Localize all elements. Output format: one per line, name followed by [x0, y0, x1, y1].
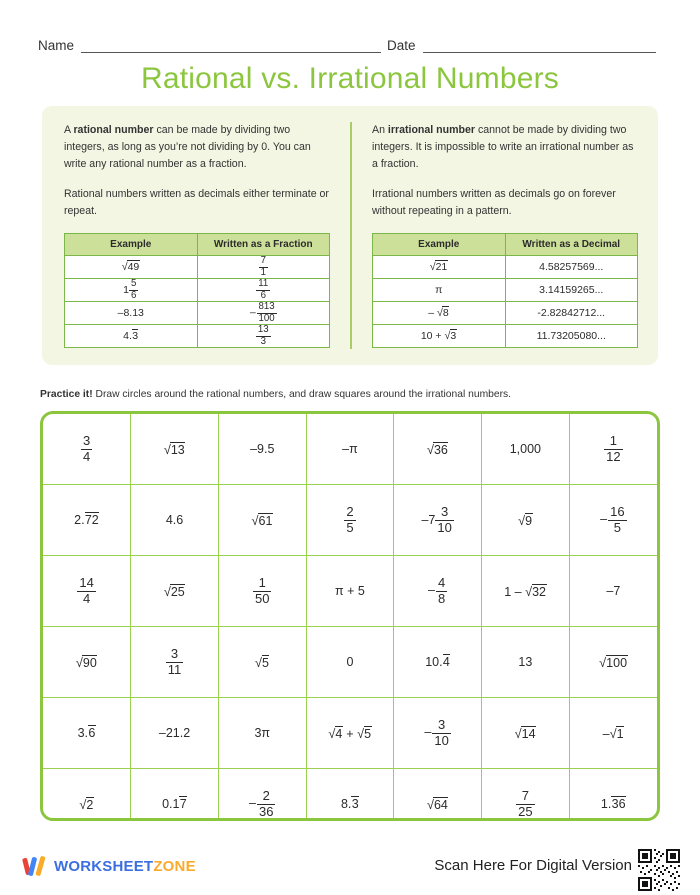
- table-row: [373, 325, 638, 348]
- square-root: √49: [121, 261, 140, 273]
- fraction-denominator: 4: [77, 591, 95, 606]
- radicand: 14: [521, 726, 536, 741]
- fraction: [253, 576, 271, 605]
- radicand: 32: [532, 584, 546, 599]
- practice-grid-cell[interactable]: [306, 485, 394, 556]
- irrational-col-header-decimal: Written as a Decimal: [505, 234, 638, 256]
- fraction-numerator: 2: [262, 788, 270, 804]
- example-cell: 10 + √3: [373, 325, 506, 348]
- radicand: 5: [364, 726, 372, 741]
- fraction-numerator: 7: [260, 255, 266, 267]
- table-row: [65, 325, 330, 348]
- date-label: Date: [387, 38, 416, 53]
- repetend: 3: [351, 797, 359, 811]
- decimal-cell: -2.82842712...: [505, 302, 638, 325]
- radicand: 49: [127, 261, 140, 273]
- practice-grid-cell[interactable]: – $\frac{16}{5}$: [569, 485, 657, 556]
- fraction-denominator: 12: [606, 448, 621, 464]
- name-label: Name: [38, 38, 75, 53]
- fraction-denominator: 5: [346, 519, 354, 535]
- fraction-numerator: 3: [170, 646, 179, 662]
- practice-grid-row: [43, 556, 657, 627]
- practice-grid-cell[interactable]: – $\frac{4}{8}$: [394, 556, 482, 627]
- practice-grid-cell[interactable]: –7: [569, 556, 657, 627]
- practice-grid-cell[interactable]: –π: [306, 414, 394, 485]
- practice-grid-cell[interactable]: 13: [482, 627, 570, 698]
- repeating-decimal: 4.3: [123, 330, 139, 342]
- table-row: [65, 279, 330, 302]
- practice-grid-table: [43, 414, 657, 821]
- fraction-numerator: 3: [438, 717, 446, 733]
- fraction: [257, 302, 277, 324]
- fraction: [435, 505, 453, 534]
- fraction-numerator: 4: [438, 575, 446, 591]
- practice-grid-cell[interactable]: π + 5: [306, 556, 394, 627]
- rational-col-header-example: Example: [65, 234, 198, 256]
- square-root: √36: [426, 441, 448, 457]
- example-cell: [373, 256, 506, 279]
- practice-instruction-bold: Practice it!: [40, 389, 93, 400]
- table-row: [65, 302, 330, 325]
- rational-examples-body: [65, 256, 330, 348]
- rational-examples-table: [64, 233, 330, 348]
- practice-grid-row: [43, 769, 657, 822]
- fraction-cell: [197, 325, 330, 348]
- fraction-denominator: 3: [256, 336, 271, 347]
- fraction: [77, 576, 95, 605]
- rational-def-bold: rational number: [73, 124, 154, 136]
- square-root: √4: [328, 725, 343, 741]
- repeating-decimal: 3.6: [77, 726, 96, 740]
- example-cell: [65, 325, 198, 348]
- irrational-def-rest: cannot be made by dividing two integers. It is impossible to write an irrational number as a fraction.: [372, 124, 634, 170]
- practice-grid-cell[interactable]: [131, 769, 219, 822]
- practice-grid: [40, 411, 660, 821]
- fraction-denominator: 100: [258, 312, 275, 324]
- fraction: [257, 789, 275, 818]
- repeating-decimal: 8.3: [340, 797, 359, 811]
- radicand: 2: [86, 797, 94, 812]
- radicand: 61: [258, 513, 273, 528]
- logo-mark-icon: [22, 853, 48, 879]
- fraction-cell: [197, 256, 330, 279]
- fraction-numerator: 3: [440, 504, 449, 520]
- worksheet-zone-logo[interactable]: [22, 853, 196, 879]
- rational-column: [42, 106, 350, 365]
- rational-definition: [64, 122, 330, 173]
- practice-instruction-rest: Draw circles around the rational numbers, and draw squares around the irrational numbers.: [92, 389, 512, 400]
- radicand: 21: [435, 261, 448, 273]
- fraction-denominator: 6: [256, 290, 270, 301]
- radicand: 3: [450, 330, 457, 342]
- fraction-denominator: 5: [608, 520, 626, 535]
- practice-grid-cell[interactable]: √4 + √5: [306, 698, 394, 769]
- mixed-number: –7: [421, 513, 436, 527]
- radicand: 8: [442, 307, 449, 319]
- practice-grid-cell[interactable]: –9.5: [218, 414, 306, 485]
- practice-grid-cell[interactable]: 0: [306, 627, 394, 698]
- example-cell: [373, 302, 506, 325]
- name-write-line[interactable]: [81, 39, 381, 53]
- practice-grid-cell[interactable]: 1,000: [482, 414, 570, 485]
- practice-grid-cell[interactable]: [43, 414, 131, 485]
- practice-grid-cell[interactable]: [394, 627, 482, 698]
- irrational-column: [350, 106, 658, 365]
- practice-grid-cell[interactable]: [43, 698, 131, 769]
- practice-grid-cell[interactable]: [131, 414, 219, 485]
- table-row: [373, 256, 638, 279]
- fraction: [436, 576, 447, 605]
- square-root: 1 – √32: [504, 583, 546, 599]
- square-root: √25: [163, 583, 185, 599]
- fraction-denominator: 50: [255, 590, 270, 606]
- irrational-examples-table: [372, 233, 638, 348]
- fraction-cell: [197, 279, 330, 302]
- practice-grid-cell[interactable]: [306, 769, 394, 822]
- irrational-def-prefix: An: [372, 124, 388, 136]
- repetend: 72: [84, 513, 99, 527]
- rational-decimals-note: Rational numbers written as decimals either terminate or repeat.: [64, 188, 329, 217]
- square-root: √3: [444, 330, 457, 342]
- square-root: √2: [79, 796, 94, 812]
- practice-grid-cell[interactable]: [218, 627, 306, 698]
- fraction-numerator: 5: [130, 278, 137, 290]
- practice-grid-cell[interactable]: – $\frac{3}{10}$: [394, 698, 482, 769]
- name-date-row: [38, 38, 662, 53]
- practice-grid-cell[interactable]: [394, 414, 482, 485]
- practice-grid-cell[interactable]: [43, 485, 131, 556]
- practice-grid-cell[interactable]: – $\frac{2}{36}$: [218, 769, 306, 822]
- practice-grid-body: [43, 414, 657, 821]
- decimal-cell: 11.73205080...: [505, 325, 638, 348]
- fraction-numerator: 16: [610, 504, 625, 520]
- practice-grid-cell[interactable]: [569, 698, 657, 769]
- radicand: 25: [170, 584, 185, 599]
- repetend: 4: [442, 655, 450, 669]
- practice-grid-cell[interactable]: [43, 556, 131, 627]
- logo-text-secondary: ZONE: [153, 857, 196, 875]
- practice-grid-row: [43, 627, 657, 698]
- practice-grid-cell[interactable]: [218, 556, 306, 627]
- rational-def-rest: can be made by dividing two integers, as long as you’re not dividing by 0. You can write any rational number as a fraction.: [64, 124, 311, 170]
- radicand: 9: [525, 513, 533, 528]
- practice-grid-cell[interactable]: [482, 769, 570, 822]
- qr-code-icon[interactable]: [638, 849, 680, 891]
- repetend: 6: [88, 726, 96, 740]
- fraction-denominator: 8: [438, 590, 446, 606]
- practice-grid-cell[interactable]: [43, 769, 131, 822]
- logo-text-primary: WORKSHEET: [54, 857, 154, 875]
- practice-grid-cell[interactable]: [569, 769, 657, 822]
- table-row: [373, 302, 638, 325]
- practice-grid-row: [43, 485, 657, 556]
- fraction: [259, 256, 268, 278]
- fraction-denominator: 4: [82, 448, 91, 464]
- irrational-col-header-example: Example: [373, 234, 506, 256]
- date-write-line[interactable]: [423, 39, 656, 53]
- practice-grid-cell[interactable]: [569, 414, 657, 485]
- fraction: [608, 505, 626, 534]
- decimal-cell: 3.14159265...: [505, 279, 638, 302]
- square-root: –√1: [602, 725, 624, 741]
- practice-grid-cell[interactable]: 4.6: [131, 485, 219, 556]
- repeating-decimal: 1.36: [600, 797, 626, 811]
- table-header-row: [65, 234, 330, 256]
- square-root: √5: [255, 654, 269, 670]
- irrational-def-bold: irrational number: [387, 124, 476, 136]
- fraction-numerator: 14: [79, 575, 94, 591]
- fraction: [81, 434, 92, 463]
- practice-grid-cell[interactable]: [482, 698, 570, 769]
- irrational-decimals-note: Irrational numbers written as decimals go on forever without repeating in a pattern.: [372, 188, 616, 217]
- fraction-denominator: 6: [130, 289, 137, 301]
- square-root: √64: [426, 796, 448, 812]
- example-cell: [65, 279, 198, 302]
- radicand: 64: [433, 797, 448, 812]
- table-row: [65, 256, 330, 279]
- scan-text: Scan Here For Digital Version: [434, 857, 632, 874]
- repeating-decimal: 0.17: [162, 797, 187, 811]
- fraction-numerator: 1: [258, 575, 266, 591]
- square-root: √100: [599, 654, 628, 670]
- example-cell: –8.13: [65, 302, 198, 325]
- practice-grid-row: [43, 698, 657, 769]
- decimal-cell: 4.58257569...: [505, 256, 638, 279]
- fraction: [256, 325, 271, 347]
- fraction: [432, 718, 450, 747]
- fraction: [516, 789, 534, 818]
- practice-instruction: [40, 389, 511, 400]
- example-cell: [65, 256, 198, 279]
- square-root: √13: [163, 441, 185, 457]
- rational-def-prefix: A: [64, 124, 74, 136]
- square-root: √14: [514, 725, 536, 741]
- practice-grid-cell[interactable]: [569, 627, 657, 698]
- rational-col-header-fraction: Written as a Fraction: [197, 234, 330, 256]
- square-root: √61: [251, 512, 273, 528]
- table-header-row: [373, 234, 638, 256]
- fraction-numerator: 13: [257, 324, 269, 336]
- example-cell: π: [373, 279, 506, 302]
- table-row: [373, 279, 638, 302]
- fraction: [344, 505, 355, 534]
- fraction-numerator: 3: [82, 433, 91, 449]
- fraction: [256, 279, 270, 301]
- fraction-cell: – $\frac{813}{100}$: [197, 302, 330, 325]
- practice-grid-cell[interactable]: [394, 769, 482, 822]
- practice-grid-cell[interactable]: [482, 485, 570, 556]
- irrational-examples-body: [373, 256, 638, 348]
- radicand: 36: [433, 442, 448, 457]
- square-root: √5: [357, 725, 372, 741]
- page-title: Rational vs. Irrational Numbers: [140, 62, 560, 95]
- radicand: 5: [262, 655, 269, 670]
- irrational-definition: [372, 122, 638, 173]
- radicand: 1: [616, 726, 624, 741]
- repetend: 36: [611, 797, 626, 811]
- fraction-numerator: 7: [521, 788, 529, 804]
- fraction-denominator: 10: [434, 732, 449, 748]
- repetend: 7: [179, 797, 187, 811]
- practice-grid-cell[interactable]: [131, 627, 219, 698]
- repeating-decimal: 2.72: [74, 513, 99, 527]
- fraction-denominator: 36: [259, 803, 274, 819]
- mixed-number: 1: [123, 284, 129, 296]
- logo-wordmark: [54, 858, 196, 875]
- radicand: 13: [170, 442, 185, 457]
- definitions-panel: [42, 106, 658, 365]
- radicand: 4: [335, 726, 343, 741]
- fraction-numerator: 1: [609, 433, 617, 449]
- square-root: √90: [75, 654, 97, 670]
- fraction: [129, 279, 138, 301]
- practice-grid-cell[interactable]: [394, 485, 482, 556]
- fraction-denominator: 11: [167, 661, 182, 677]
- practice-grid-cell[interactable]: [218, 485, 306, 556]
- fraction: [166, 647, 184, 676]
- fraction: [604, 434, 622, 463]
- practice-grid-cell[interactable]: [43, 627, 131, 698]
- square-root: – √8: [428, 307, 449, 319]
- fraction-numerator: 813: [258, 301, 275, 313]
- practice-grid-cell[interactable]: [131, 556, 219, 627]
- repetend: 3: [132, 330, 139, 342]
- fraction-denominator: 10: [437, 519, 452, 535]
- square-root: √9: [518, 512, 533, 528]
- repeating-decimal: 10.4: [425, 655, 450, 669]
- fraction-denominator: 25: [518, 803, 533, 819]
- fraction-numerator: 11: [258, 278, 269, 290]
- fraction-numerator: 2: [346, 504, 354, 520]
- radicand: 90: [82, 655, 97, 670]
- practice-grid-cell[interactable]: –21.2: [131, 698, 219, 769]
- page-footer: [0, 845, 700, 895]
- fraction-denominator: 1: [260, 266, 266, 278]
- radicand: 100: [606, 655, 628, 670]
- practice-grid-cell[interactable]: 3π: [218, 698, 306, 769]
- practice-grid-row: [43, 414, 657, 485]
- square-root: √21: [429, 261, 448, 273]
- practice-grid-cell[interactable]: [482, 556, 570, 627]
